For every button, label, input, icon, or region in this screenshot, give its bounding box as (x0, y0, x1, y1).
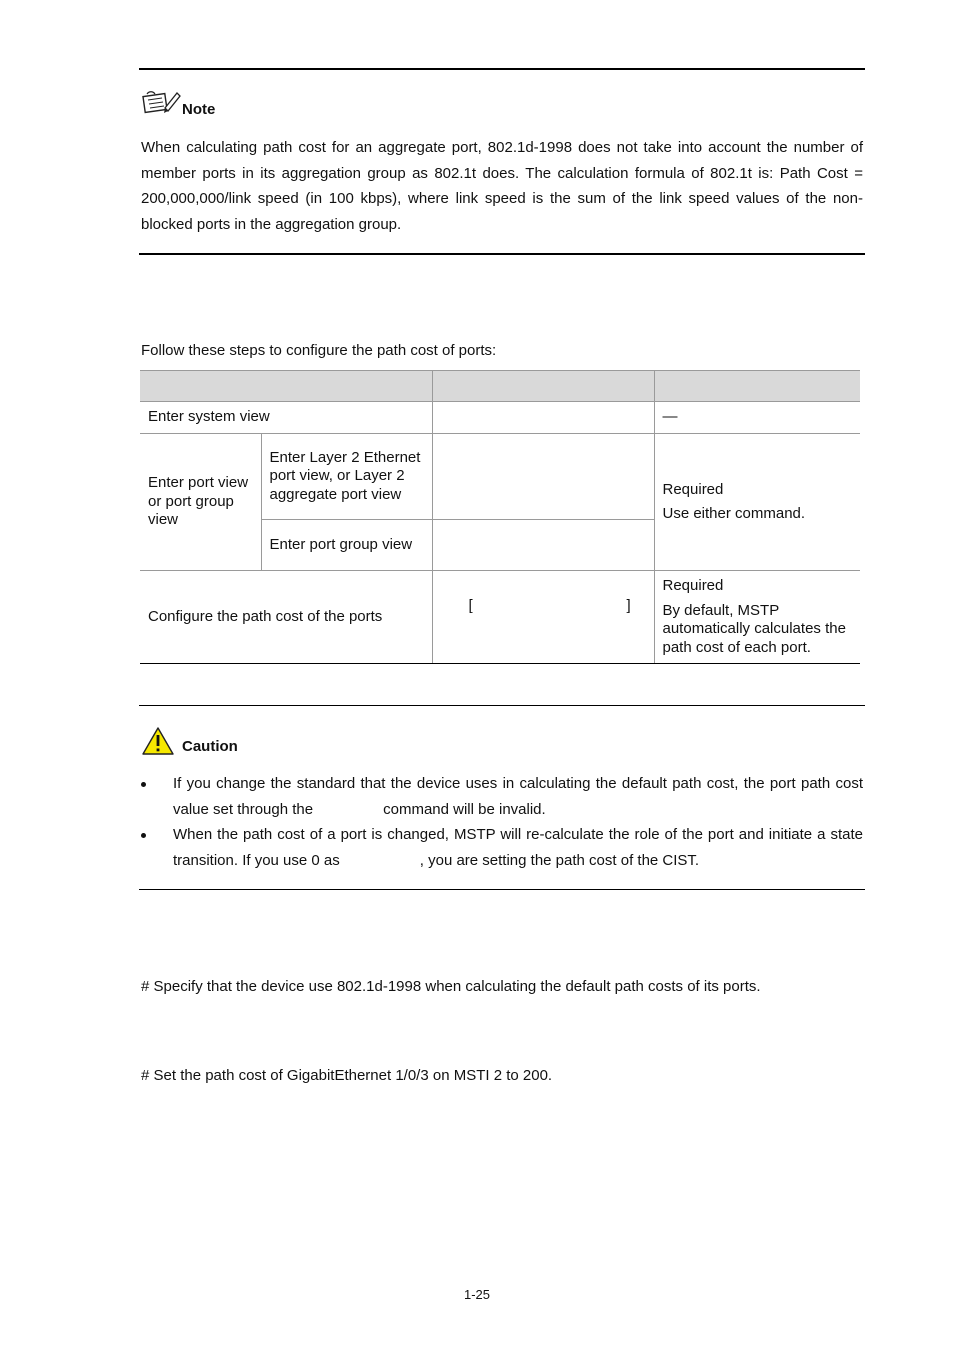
list-item (141, 771, 863, 822)
caution-list (141, 771, 863, 873)
remarks-cell: — (654, 402, 860, 434)
caution-text: If you change the standard that the device uses in calculating the default path cost, the port path cost value set through the (173, 775, 863, 818)
notepad-pencil-icon (141, 88, 181, 120)
table-row (140, 571, 860, 664)
command-cell (432, 520, 654, 571)
caution-label: Caution (182, 738, 238, 755)
table-header-row (140, 371, 860, 402)
header-cell-remarks (654, 371, 860, 402)
intro-text: Follow these steps to configure the path cost of ports: (141, 342, 497, 359)
remarks-required: Required (662, 480, 724, 498)
note-bottom-rule (139, 253, 865, 255)
caution-bottom-rule (139, 889, 865, 890)
optional-bracket-open: [ (468, 597, 473, 614)
page-number: 1-25 (463, 1287, 491, 1302)
bullet-dot (141, 833, 146, 838)
command-cell (432, 434, 654, 520)
header-cell-operation (140, 371, 432, 402)
step-cell: Configure the path cost of the ports (140, 571, 432, 664)
bullet-dot (141, 782, 146, 787)
table-row (140, 434, 860, 520)
remarks-required: Required (662, 577, 724, 594)
substep-cell: Enter port group view (261, 520, 432, 571)
caution-top-rule (139, 705, 865, 706)
example-line-1: # Specify that the device use 802.1d-1998 when calculating the default path costs of its ports. (141, 978, 761, 995)
caution-text: command will be invalid. (383, 800, 546, 818)
steps-table (140, 370, 860, 664)
step-cell: Enter system view (140, 402, 432, 434)
substep-cell: Enter Layer 2 Ethernet port view, or Layer 2 aggregate port view (261, 434, 432, 520)
caution-text: , you are setting the path cost of the CIST. (419, 851, 700, 869)
header-cell-command (432, 371, 654, 402)
note-top-rule (139, 68, 865, 70)
note-text: When calculating path cost for an aggregate port, 802.1d-1998 does not take into account the number of member ports in its aggregation group as 802.1t does. The calculation formula of 802.1t is: Path Cost = 200,000,000/link speed (in 100 kbps), where link speed is the sum of the link speed values of the non-blocked ports in the aggregation group. (141, 139, 863, 233)
remarks-detail: Use either command. (662, 505, 806, 522)
command-cell (432, 402, 654, 434)
step-group-cell: Enter port view or port group view (140, 434, 261, 571)
remarks-cell (654, 571, 860, 664)
list-item (141, 822, 863, 873)
remarks-cell (654, 434, 860, 571)
remarks-detail: By default, MSTP automatically calculates the path cost of each port. (662, 601, 846, 656)
optional-bracket-close: ] (626, 597, 631, 614)
warning-triangle-icon (141, 726, 175, 760)
table-row (140, 402, 860, 434)
example-line-2: # Set the path cost of GigabitEthernet 1/0/3 on MSTI 2 to 200. (141, 1067, 553, 1084)
caution-text: When the path cost of a port is changed, MSTP will re-calculate the role of the port and initiate a state transition. If you use 0 as (173, 826, 863, 869)
note-label: Note (182, 101, 216, 118)
command-cell (432, 571, 654, 664)
